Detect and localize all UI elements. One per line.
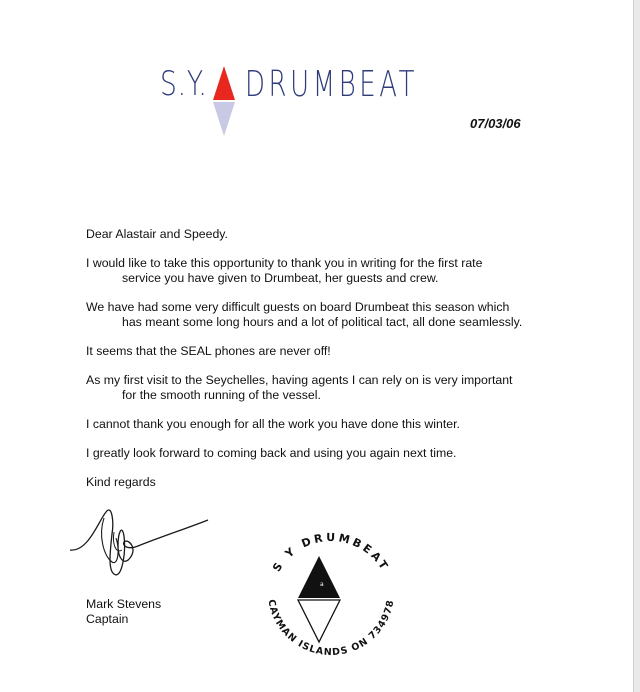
paragraph-continuation: service you have given to Drumbeat, her guests and crew. xyxy=(122,271,439,285)
signer-title: Captain xyxy=(86,612,129,626)
signer-name: Mark Stevens xyxy=(86,597,162,611)
paragraph xyxy=(86,373,556,403)
letterhead-prefix: S.Y. xyxy=(160,64,208,104)
paragraph-continuation: for the smooth running of the vessel. xyxy=(122,388,321,402)
drumbeat-logo-icon xyxy=(212,66,236,136)
paragraph-line: I would like to take this opportunity to thank you in writing for the first rate xyxy=(86,256,483,270)
paragraph xyxy=(86,417,556,432)
paragraph-line: We have had some very difficult guests on board Drumbeat this season which xyxy=(86,300,510,314)
paragraph-line: I greatly look forward to coming back and using you again next time. xyxy=(86,446,457,460)
page-edge-shadow xyxy=(634,0,640,692)
paragraph xyxy=(86,256,556,286)
paragraph-line: It seems that the SEAL phones are never off! xyxy=(86,344,331,358)
stamp-bottom-text: CAYMAN ISLANDS ON 734978 xyxy=(265,598,397,659)
signer-block xyxy=(86,597,161,627)
paragraph-line: I cannot thank you enough for all the work you have done this winter. xyxy=(86,417,460,431)
stamp-upper-triangle-icon xyxy=(298,556,340,598)
paragraph xyxy=(86,344,556,359)
letter-date: 07/03/06 xyxy=(470,116,521,131)
paragraph-line: As my first visit to the Seychelles, having agents I can rely on is very important xyxy=(86,373,513,387)
stamp-lower-triangle-icon xyxy=(298,600,340,642)
letter-body xyxy=(86,227,556,504)
paragraph xyxy=(86,300,556,330)
paragraph xyxy=(86,446,556,461)
svg-text:a: a xyxy=(320,581,324,588)
paragraph-continuation: has meant some long hours and a lot of political tact, all done seamlessly. xyxy=(122,315,523,329)
greeting: Dear Alastair and Speedy. xyxy=(86,227,228,241)
ship-stamp xyxy=(256,520,406,670)
closing: Kind regards xyxy=(86,475,156,489)
stamp-top-text: S Y DRUMBEAT xyxy=(270,530,392,575)
signature xyxy=(68,492,218,592)
letterhead-name: DRUMBEAT xyxy=(245,64,419,105)
svg-text:S Y DRUMBEAT xyxy=(270,531,392,574)
